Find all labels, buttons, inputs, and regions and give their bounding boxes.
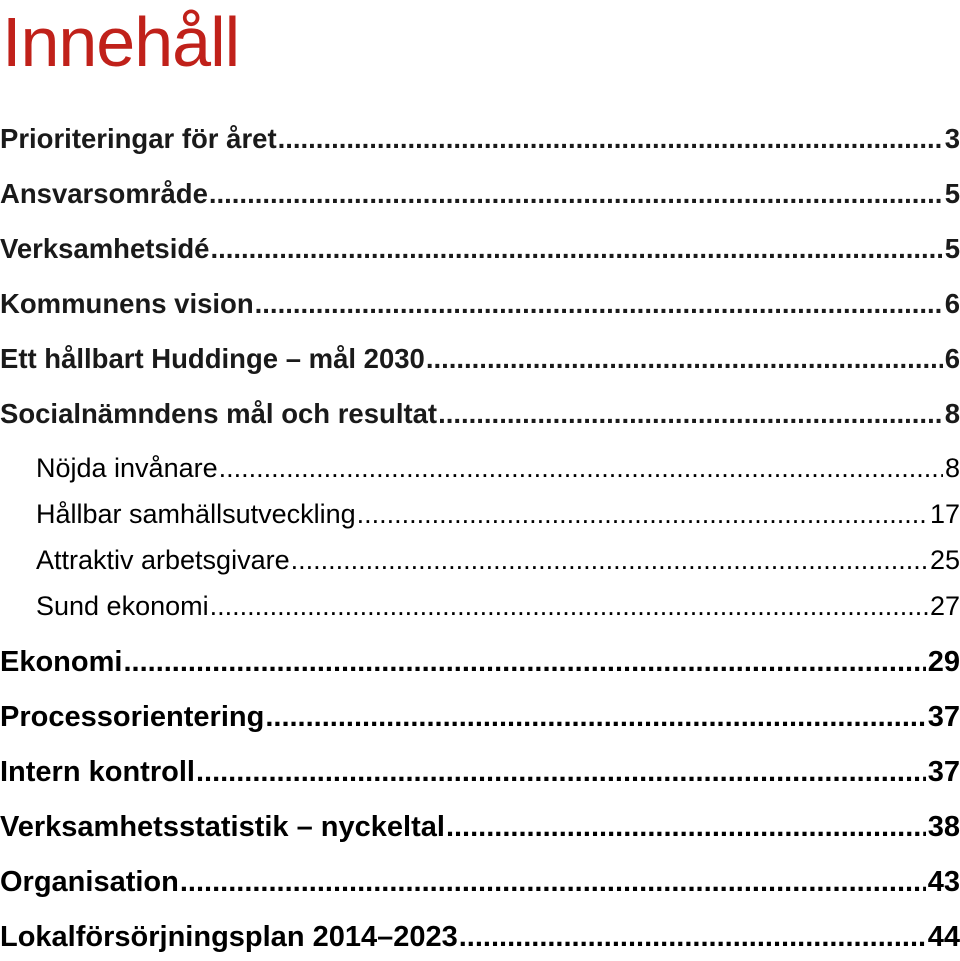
toc-leader (180, 866, 926, 899)
toc-entry-label: Socialnämndens mål och resultat (0, 398, 438, 429)
toc-entry-label: Hållbar samhällsutveckling (36, 499, 356, 529)
toc-leader (265, 701, 925, 734)
toc-leader (196, 756, 926, 789)
toc-entry[interactable] (0, 343, 960, 375)
toc-subentry[interactable] (0, 453, 960, 484)
toc-entry[interactable] (0, 866, 960, 899)
toc-subentry[interactable] (0, 499, 960, 530)
toc-page-number: 17 (929, 499, 960, 529)
toc-entry-label: Nöjda invånare (36, 453, 218, 483)
toc-entry[interactable] (0, 756, 960, 789)
toc-page-number: 6 (944, 343, 960, 374)
toc-leader (357, 499, 928, 530)
toc-entry[interactable] (0, 233, 960, 265)
toc-page-number: 5 (944, 178, 960, 209)
toc-page-number: 37 (927, 756, 960, 788)
toc-leader (210, 591, 928, 622)
toc-entry-label: Organisation (0, 866, 179, 898)
toc-entry[interactable] (0, 646, 960, 679)
toc-leader (210, 233, 942, 265)
toc-page-number: 29 (927, 646, 960, 678)
toc-entry[interactable] (0, 178, 960, 210)
toc-entry-label: Prioriteringar för året (0, 123, 277, 154)
toc-subentry[interactable] (0, 545, 960, 576)
toc-page-number: 37 (927, 701, 960, 733)
page-title: Innehåll (2, 3, 240, 81)
toc-page-number: 8 (944, 398, 960, 429)
toc-page-number: 38 (927, 811, 960, 843)
toc-page-number: 8 (944, 453, 960, 483)
toc-entry-label: Kommunens vision (0, 288, 254, 319)
toc-leader (291, 545, 928, 576)
toc-entry-label: Attraktiv arbetsgivare (36, 545, 290, 575)
toc-entry-label: Intern kontroll (0, 756, 195, 788)
toc-entry[interactable] (0, 701, 960, 734)
toc-leader (219, 453, 943, 484)
toc-leader (446, 811, 926, 844)
toc-entry[interactable] (0, 811, 960, 844)
toc-entry[interactable] (0, 921, 960, 954)
toc-entry-label: Verksamhetsstatistik – nyckeltal (0, 811, 445, 843)
toc-entry-label: Lokalförsörjningsplan 2014–2023 (0, 921, 458, 953)
toc-page-number: 5 (944, 233, 960, 264)
toc-entry-label: Ekonomi (0, 646, 123, 678)
toc-page-number: 43 (927, 866, 960, 898)
toc-entry-label: Ansvarsområde (0, 178, 208, 209)
toc-entry-label: Sund ekonomi (36, 591, 209, 621)
toc-leader (459, 921, 926, 954)
toc-subentry[interactable] (0, 591, 960, 622)
toc-leader (123, 646, 925, 679)
toc-leader (278, 123, 943, 155)
toc-leader (255, 288, 943, 320)
toc-page-number: 6 (944, 288, 960, 319)
toc-entry-label: Verksamhetsidé (0, 233, 210, 264)
toc-leader (209, 178, 943, 210)
toc-leader (426, 343, 943, 375)
toc-entry[interactable] (0, 123, 960, 155)
toc-entry-label: Processorientering (0, 701, 265, 733)
toc-page-number: 44 (927, 921, 960, 953)
toc-page-number: 3 (944, 123, 960, 154)
toc-page-number: 25 (929, 545, 960, 575)
toc-entry[interactable] (0, 288, 960, 320)
toc-page-number: 27 (929, 591, 960, 621)
toc-entry[interactable] (0, 398, 960, 430)
toc-entry-label: Ett hållbart Huddinge – mål 2030 (0, 343, 425, 374)
toc-leader (438, 398, 943, 430)
